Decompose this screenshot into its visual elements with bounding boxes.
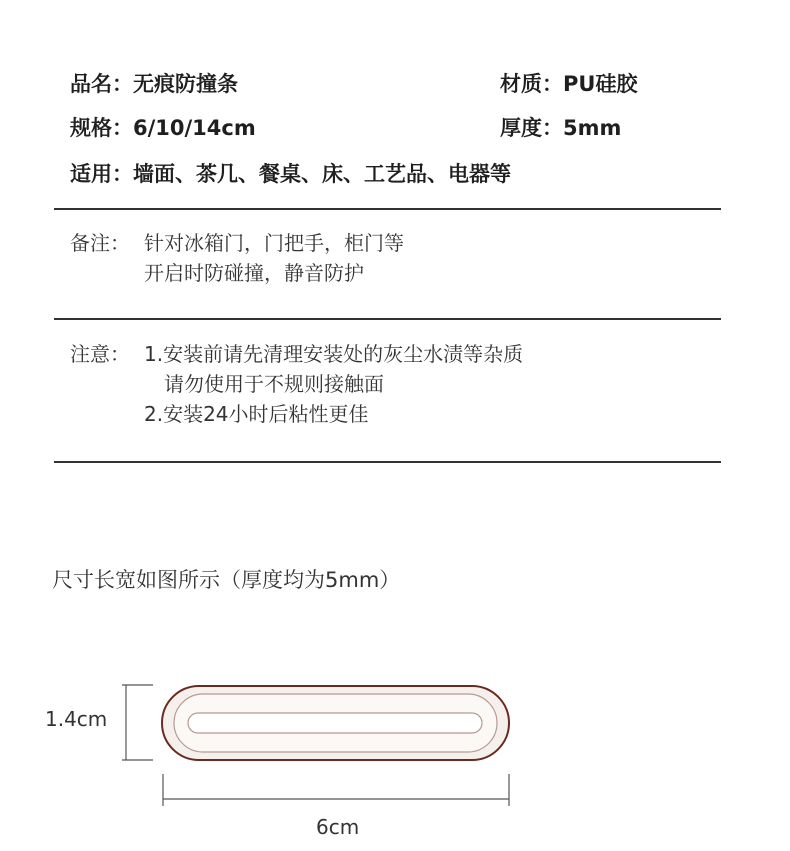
caution-line-1: 1.安装前请先清理安装处的灰尘水渍等杂质 [144,342,524,366]
size-value: 6/10/14cm [133,116,256,140]
remark-label: 备注： [70,231,130,255]
name-value: 无痕防撞条 [133,72,238,96]
bumper-strip [162,686,509,760]
size-caption: 尺寸长宽如图所示（厚度均为5mm） [52,568,401,592]
name-label: 品名： [70,72,133,96]
material-label: 材质： [500,72,563,96]
width-dimension-line [163,774,509,806]
remark-line-1: 针对冰箱门，门把手，柜门等 [144,231,404,255]
caution-label: 注意： [70,342,130,366]
height-label: 1.4cm [45,707,108,731]
size-label: 规格： [70,116,133,140]
usage-label: 适用： [70,162,133,186]
thickness-label: 厚度： [500,116,563,140]
height-dimension-line [122,685,153,760]
width-label: 6cm [316,815,360,839]
thickness-value: 5mm [563,116,622,140]
caution-line-2: 请勿使用于不规则接触面 [164,372,384,396]
material-value: PU硅胶 [563,72,638,96]
usage-value: 墙面、茶几、餐桌、床、工艺品、电器等 [133,162,511,186]
caution-line-3: 2.安装24小时后粘性更佳 [144,402,369,426]
remark-line-2: 开启时防碰撞，静音防护 [144,261,364,285]
